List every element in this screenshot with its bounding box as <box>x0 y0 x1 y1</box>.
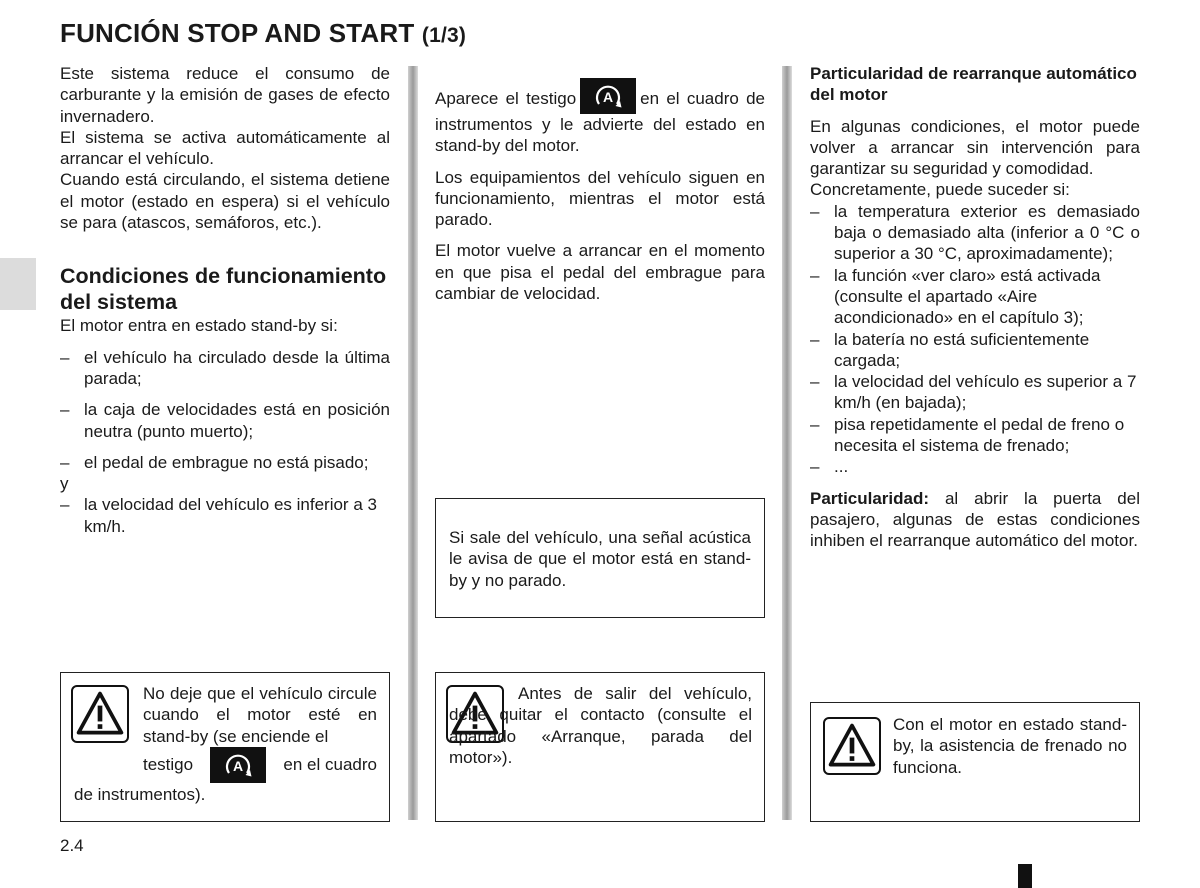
intro-paragraph: El sistema se activa automáticamente al arrancar el vehículo. <box>60 127 390 169</box>
section-heading: Particularidad de rearranque automático del motor <box>810 64 1137 105</box>
list-item: – la batería no está suficientemente cargada; <box>810 329 1090 370</box>
column-separator <box>408 66 418 820</box>
warning-box <box>60 672 390 822</box>
column-1 <box>60 63 390 537</box>
list-item: – la velocidad del vehículo es inferior a 3 km/h. <box>60 495 377 536</box>
warning-box <box>810 702 1140 822</box>
list-item: – ... <box>810 457 849 477</box>
warning-text: Antes de salir del vehículo, debe quitar el contacto (consulte el apartado «Arranque, parada del motor»). <box>449 684 752 767</box>
list-item: – la función «ver claro» está activada (consulte el apartado «Aire acondicionado» en el capítulo 3); <box>810 265 1101 328</box>
intro-paragraph: Cuando está circulando, el sistema detiene el motor (estado en espera) si el vehículo se para (atascos, semáforos, etc.). <box>60 170 390 233</box>
conditions-intro: El motor entra en estado stand-by si: <box>60 316 338 336</box>
page-number: 2.4 <box>60 836 84 855</box>
page-title: FUNCIÓN STOP AND START (1/3) <box>60 18 467 48</box>
special-paragraph: Particularidad: al abrir la puerta del pasajero, algunas de estas condiciones inhiben el rearranque automático del motor. <box>810 488 1140 551</box>
intro-paragraph: Este sistema reduce el consumo de carburante y la emisión de gases de efecto invernadero. <box>60 64 390 126</box>
svg-text:A: A <box>233 758 244 774</box>
paragraph: El motor vuelve a arrancar en el momento en que pisa el pedal del embrague para cambiar de velocidad. <box>435 241 765 304</box>
list-item: – el pedal de embrague no está pisado; <box>60 452 369 472</box>
paragraph: Los equipamientos del vehículo siguen en funcionamiento, mientras el motor está parado. <box>435 167 765 230</box>
warning-box <box>435 672 765 822</box>
column-2 <box>435 78 765 304</box>
list-item: – la temperatura exterior es demasiado baja o demasiado alta (inferior a 0 °C o superior a 30 °C, aproximadamente); <box>810 201 1140 264</box>
chapter-tab <box>0 258 36 310</box>
paragraph: Concretamente, puede suceder si: <box>810 180 1070 200</box>
list-item: – pisa repetidamente el pedal de freno o necesita el sistema de frenado; <box>810 414 1125 456</box>
warning-triangle-icon <box>71 685 129 743</box>
conjunction: y <box>60 474 69 494</box>
auto-stop-start-icon <box>210 747 266 783</box>
indicator-paragraph: Aparece el testigo A en el cuadro de instrumentos y le advierte del estado en stand-by del motor. <box>435 78 765 157</box>
section-heading: Condiciones de funcionamiento del sistema <box>60 264 387 314</box>
warning-text-line: testigo A en el cuadro <box>143 747 377 783</box>
note-box <box>435 498 765 618</box>
column-3 <box>810 63 1140 552</box>
warning-text: Con el motor en estado stand-by, la asistencia de frenado no funciona. <box>893 715 1127 777</box>
svg-text:A: A <box>603 89 614 105</box>
list-item: – el vehículo ha circulado desde la última parada; <box>60 347 390 388</box>
warning-text-end: de instrumentos). <box>74 785 206 804</box>
warning-triangle-icon <box>823 717 881 775</box>
note-text: Si sale del vehículo, una señal acústica le avisa de que el motor está en stand-by y no parado. <box>449 528 751 590</box>
page-edge-marker <box>1018 864 1032 888</box>
list-item: – la velocidad del vehículo es superior a 7 km/h (en bajada); <box>810 372 1137 413</box>
column-separator <box>782 66 792 820</box>
auto-stop-start-icon <box>580 78 636 114</box>
warning-text: No deje que el vehículo circule cuando el motor esté en stand-by (se enciende el <box>143 684 377 746</box>
list-item: – la caja de velocidades está en posición neutra (punto muerto); <box>60 400 390 441</box>
paragraph: En algunas condiciones, el motor puede volver a arrancar sin intervención para garantizar su seguridad y comodidad. <box>810 116 1140 179</box>
